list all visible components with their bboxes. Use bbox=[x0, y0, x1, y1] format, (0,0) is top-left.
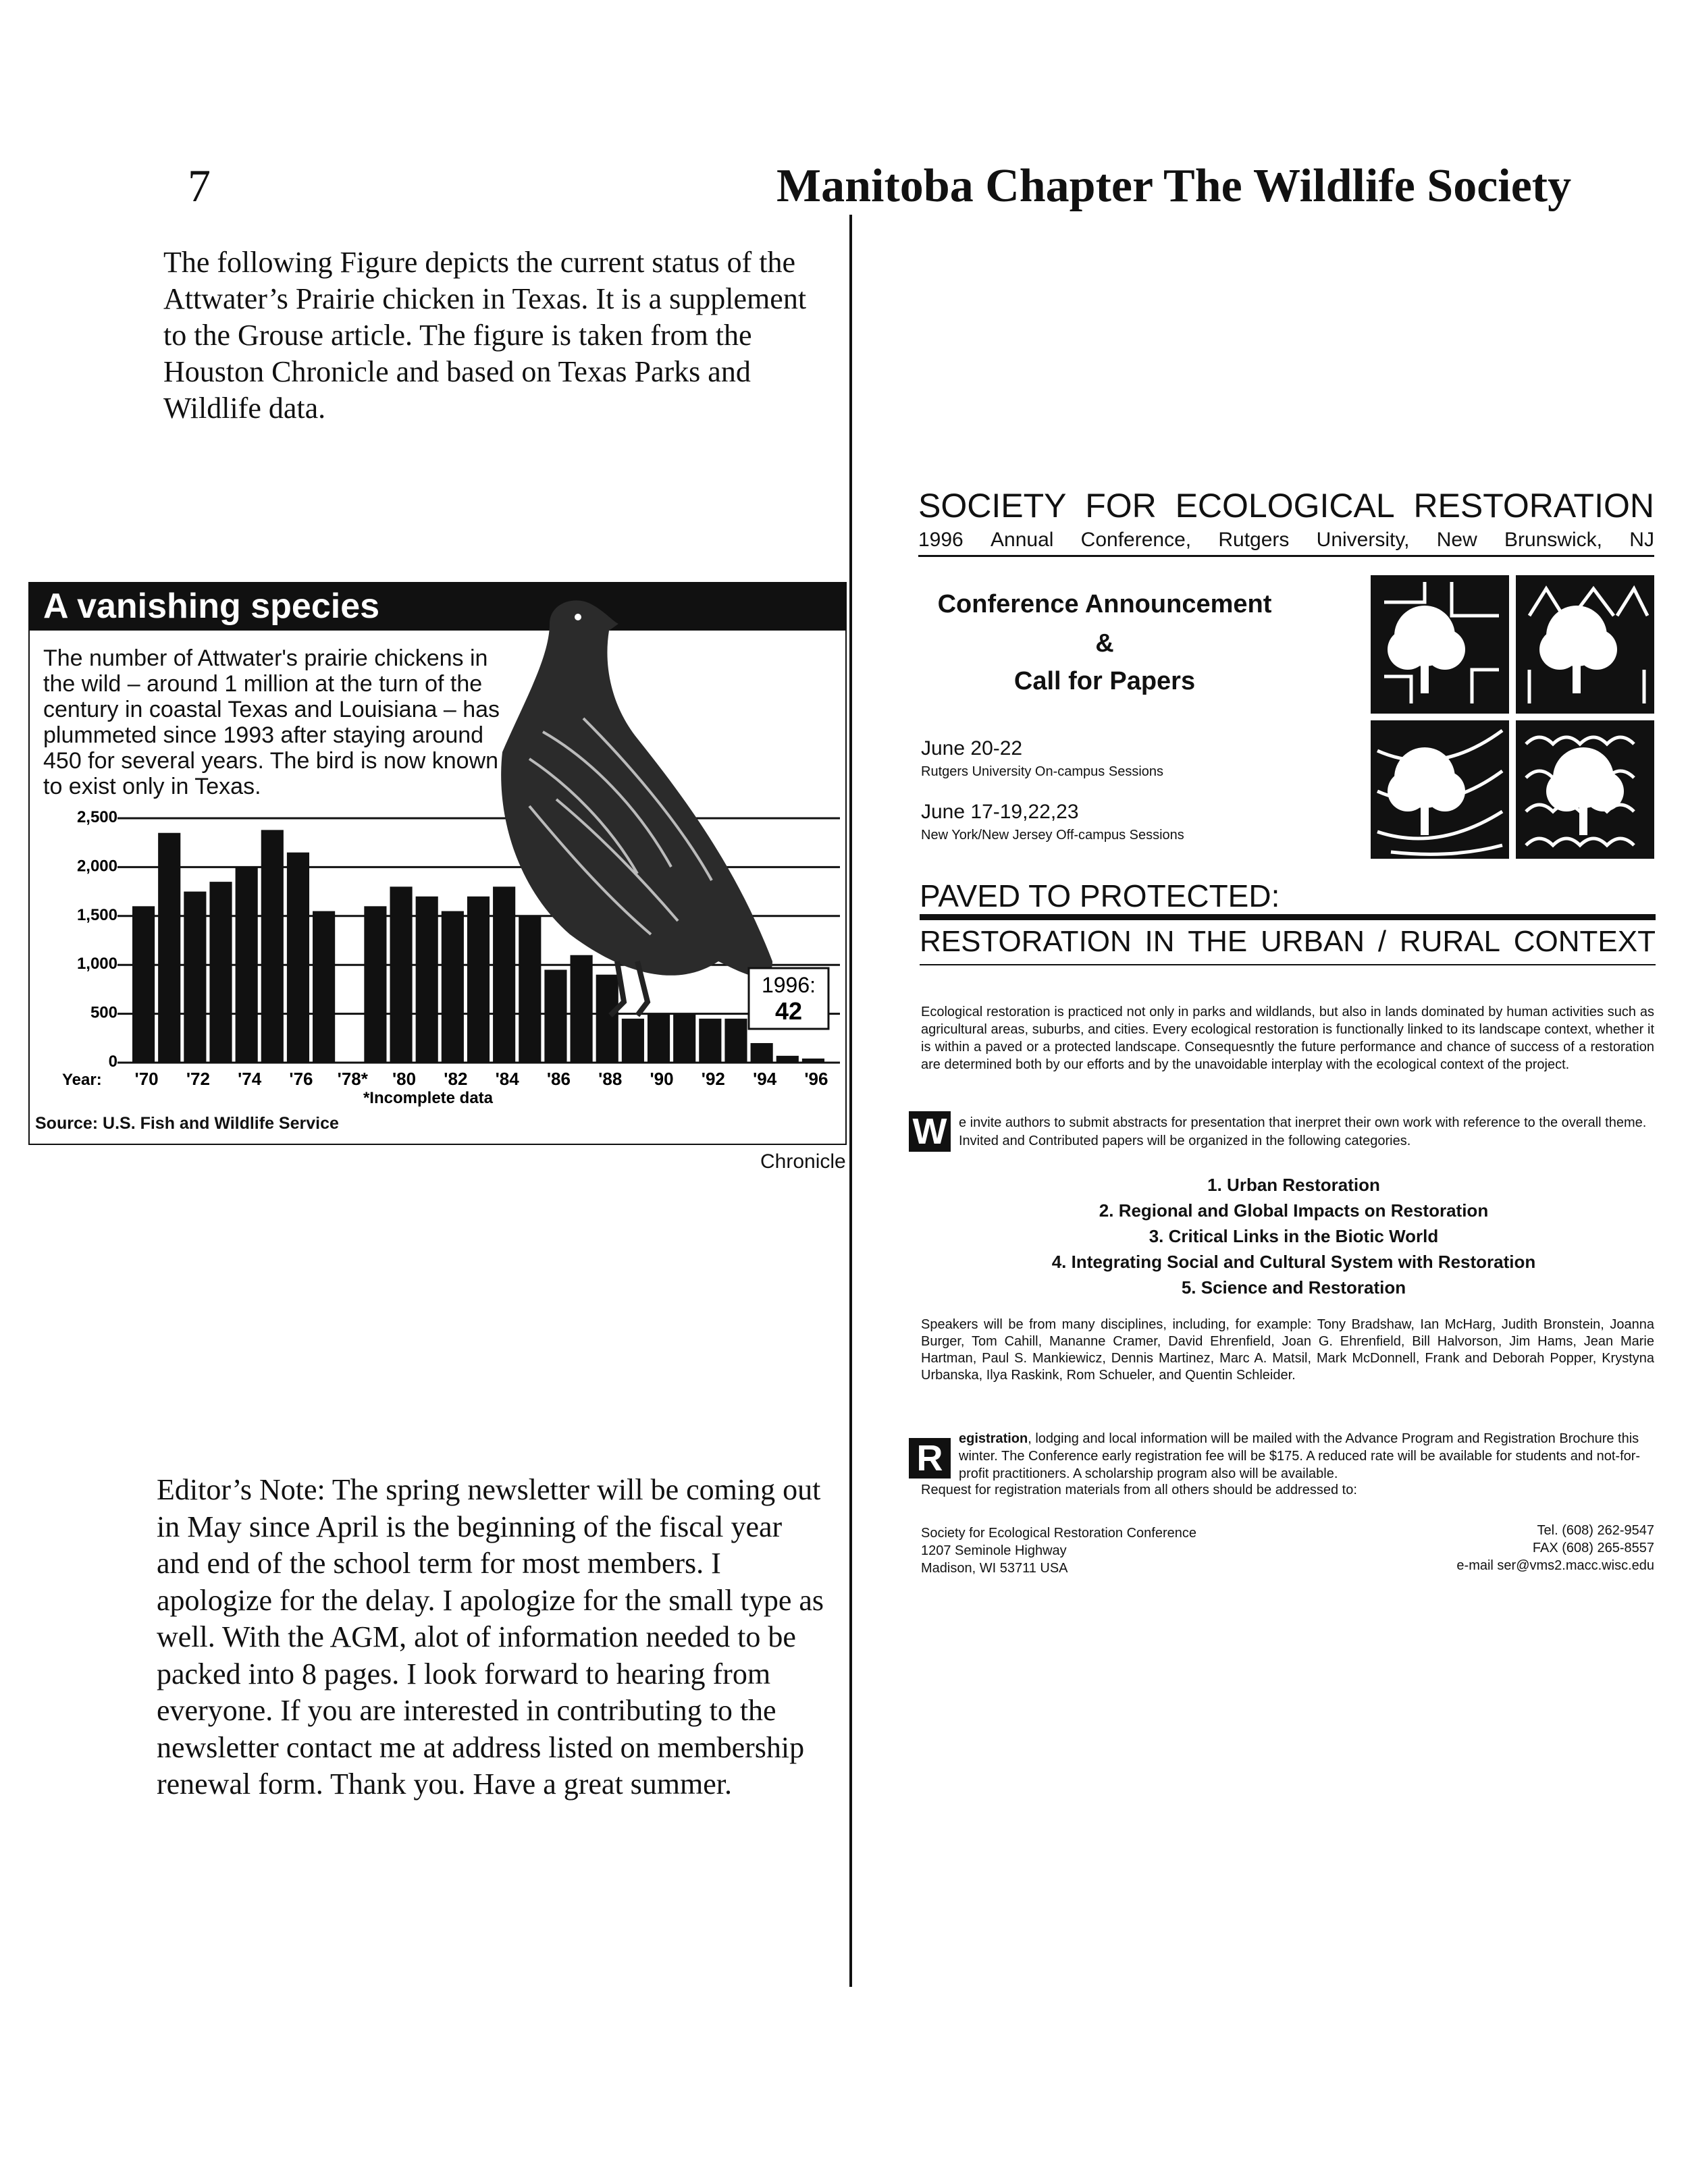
callout-value: 42 bbox=[774, 997, 803, 1025]
announcement-heading: Conference Announcement bbox=[937, 590, 1272, 618]
ser-subtitle-word: Rutgers bbox=[1218, 529, 1290, 551]
ser-subtitle-word: New bbox=[1436, 529, 1477, 551]
x-tick-label: '84 bbox=[495, 1069, 519, 1089]
theme-subtitle bbox=[920, 925, 1656, 959]
bar-1992 bbox=[699, 1019, 721, 1063]
y-tick-label: 0 bbox=[108, 1053, 117, 1071]
bar-1976 bbox=[287, 853, 309, 1063]
bar-1986 bbox=[544, 969, 566, 1063]
ser-subtitle-word: Conference, bbox=[1080, 529, 1192, 551]
x-tick-label: '74 bbox=[238, 1069, 262, 1089]
ser-title-word: SOCIETY bbox=[918, 487, 1067, 525]
newsletter-title: Manitoba Chapter The Wildlife Society bbox=[776, 160, 1572, 212]
x-tick-label: '78* bbox=[337, 1069, 368, 1089]
invitation-paragraph: e invite authors to submit abstracts for presentation that inerpret their own work with reference to the overall theme. Invited and Contributed papers will be organized in the following categories. bbox=[959, 1115, 1647, 1148]
ser-title bbox=[918, 486, 1654, 525]
category-item: 4. Integrating Social and Cultural System with Restoration bbox=[1051, 1252, 1536, 1272]
on-campus-note: Rutgers University On-campus Sessions bbox=[921, 764, 1164, 779]
category-item: 5. Science and Restoration bbox=[1181, 1277, 1406, 1298]
prairie-chicken-illustration bbox=[501, 600, 772, 1015]
ser-subtitle-word: University, bbox=[1316, 529, 1410, 551]
bar-1991 bbox=[673, 1014, 695, 1063]
theme-subtitle-word: / bbox=[1377, 925, 1387, 958]
figure-caption: The number of Attwater's prairie chickens in the wild – around 1 million at the turn of the century in coastal Texas and Louisiana – has plummeted since 1993 after staying around 450 for several years. The bird is now known to exist only in Texas. bbox=[43, 645, 500, 799]
fax-number: FAX (608) 265-8557 bbox=[1532, 1541, 1654, 1555]
bar-1974 bbox=[236, 867, 258, 1063]
bar-1996 bbox=[802, 1059, 824, 1063]
theme-underline bbox=[920, 964, 1656, 965]
bar-1990 bbox=[648, 1014, 670, 1063]
bar-1988 bbox=[596, 975, 618, 1063]
x-tick-label: '80 bbox=[392, 1069, 417, 1089]
bar-1994 bbox=[751, 1043, 773, 1063]
off-campus-dates: June 17-19,22,23 bbox=[921, 801, 1079, 823]
call-for-papers-heading: Call for Papers bbox=[1013, 667, 1196, 695]
dropcap-r: R bbox=[909, 1438, 951, 1479]
bar-1981 bbox=[416, 897, 438, 1063]
bar-1979 bbox=[364, 906, 386, 1063]
registration-lead: egistration bbox=[959, 1431, 1028, 1446]
x-tick-label: '70 bbox=[134, 1069, 159, 1089]
bar-1987 bbox=[571, 955, 593, 1063]
tree-landscape-logo bbox=[1371, 575, 1654, 859]
column-divider bbox=[849, 215, 852, 1987]
bar-1975 bbox=[261, 830, 284, 1063]
bar-1972 bbox=[184, 892, 206, 1063]
ser-subtitle-word: Brunswick, bbox=[1504, 529, 1603, 551]
figure-title: A vanishing species bbox=[43, 587, 380, 626]
contact-info bbox=[1337, 1522, 1654, 1574]
off-campus-note: New York/New Jersey Off-campus Sessions bbox=[921, 828, 1184, 843]
ser-title-word: ECOLOGICAL bbox=[1175, 487, 1395, 525]
bar-1980 bbox=[390, 886, 412, 1063]
announcement-ampersand: & bbox=[1095, 629, 1114, 658]
phone-number: Tel. (608) 262-9547 bbox=[1537, 1523, 1654, 1538]
address-line: Society for Ecological Restoration Conference bbox=[921, 1526, 1196, 1541]
registration-paragraph bbox=[959, 1430, 1654, 1483]
y-tick-label: 2,000 bbox=[76, 857, 117, 876]
x-tick-label: '88 bbox=[598, 1069, 623, 1089]
ser-subtitle-word: NJ bbox=[1629, 529, 1654, 551]
bar-1983 bbox=[467, 897, 490, 1063]
speakers-paragraph: Speakers will be from many disciplines, including, for example: Tony Bradshaw, Ian McHarg, Judith Bronstein, Joanna Burger, Tom Cahill, Mananne Cramer, David Ehrenfield, Joan G. Ehrenfield, Bill Halvorson, Jim Hams, Jean Marie Hartman, Paul S. Mankiewicz, Dennis Martinez, Marc A. Matsil, Mark McDonnell, Frank and Deborah Popper, Krystyna Urbanska, Ilya Raskink, Rom Schueler, and Quentin Schleider. bbox=[921, 1317, 1654, 1383]
theme-subtitle-word: RURAL bbox=[1399, 925, 1500, 958]
paper-categories bbox=[970, 1172, 1618, 1300]
bar-1971 bbox=[158, 833, 180, 1063]
address-line: Madison, WI 53711 USA bbox=[921, 1561, 1068, 1576]
page-number: 7 bbox=[188, 160, 211, 211]
x-tick-label: '90 bbox=[650, 1069, 674, 1089]
bar-1985 bbox=[519, 916, 541, 1063]
mailing-address bbox=[921, 1524, 1196, 1577]
y-tick-label: 1,000 bbox=[76, 955, 117, 974]
bar-1982 bbox=[442, 911, 464, 1063]
category-item: 1. Urban Restoration bbox=[1207, 1175, 1380, 1195]
x-tick-label: '76 bbox=[289, 1069, 313, 1089]
address-line: 1207 Seminole Highway bbox=[921, 1543, 1067, 1558]
figure-intro-paragraph: The following Figure depicts the current status of the Attwater’s Prairie chicken in Texas. It is a supplement to the Grouse article. The figure is taken from the Houston Chronicle and based on Texas Parks and Wildlife data. bbox=[163, 246, 807, 425]
dropcap-w: W bbox=[909, 1111, 951, 1152]
x-axis-note: *Incomplete data bbox=[363, 1089, 494, 1107]
theme-subtitle-word: URBAN bbox=[1261, 925, 1365, 958]
theme-title: PAVED TO PROTECTED: bbox=[920, 878, 1280, 913]
bar-1995 bbox=[776, 1056, 799, 1063]
email-address: e-mail ser@vms2.macc.wisc.edu bbox=[1456, 1558, 1654, 1573]
category-item: 3. Critical Links in the Biotic World bbox=[1149, 1226, 1439, 1246]
ser-subtitle-word: Annual bbox=[991, 529, 1054, 551]
x-tick-label: '86 bbox=[546, 1069, 571, 1089]
ser-divider bbox=[918, 555, 1654, 557]
x-tick-label: '82 bbox=[444, 1069, 468, 1089]
callout-label: 1996: bbox=[761, 973, 816, 997]
x-tick-label: '72 bbox=[186, 1069, 210, 1089]
bar-1984 bbox=[493, 886, 515, 1063]
restoration-intro-paragraph: Ecological restoration is practiced not only in parks and wildlands, but also in lands dominated by human activities such as agricultural areas, suburbs, and cities. Every ecological restoration is functionally linked to its landscape context, whether it is within a paved or a protected landscape. Consequesntly the future performance and chance of success of a restoration are determined both by our efforts and by the unavoidable interplay with the ecological context of the project. bbox=[921, 1005, 1654, 1072]
registration-text: , lodging and local information will be mailed with the Advance Program and Registration Brochure this winter. The Conference early registration fee will be $175. A reduced rate will be available for students and not-for-profit practitioners. A scholarship program also will be available. bbox=[959, 1431, 1641, 1481]
ser-title-word: FOR bbox=[1085, 487, 1157, 525]
ser-title-word: RESTORATION bbox=[1413, 487, 1654, 525]
bar-1993 bbox=[724, 1019, 747, 1063]
theme-subtitle-word: IN bbox=[1144, 925, 1175, 958]
ser-subtitle-word: 1996 bbox=[918, 529, 964, 551]
bar-1989 bbox=[622, 1019, 644, 1063]
category-item: 2. Regional and Global Impacts on Restoration bbox=[1099, 1200, 1489, 1221]
y-tick-label: 1,500 bbox=[76, 905, 117, 924]
theme-divider bbox=[920, 914, 1656, 920]
on-campus-dates: June 20-22 bbox=[921, 737, 1023, 760]
latest-value-callout bbox=[749, 968, 828, 1029]
bar-1973 bbox=[209, 882, 232, 1063]
vanishing-species-figure bbox=[28, 582, 847, 1145]
y-tick-label: 500 bbox=[90, 1003, 117, 1022]
bar-1970 bbox=[132, 906, 155, 1063]
theme-subtitle-word: THE bbox=[1188, 925, 1248, 958]
registration-request: Request for registration materials from all others should be addressed to: bbox=[921, 1483, 1357, 1497]
bar-1977 bbox=[313, 911, 335, 1063]
figure-source: Source: U.S. Fish and Wildlife Service bbox=[35, 1114, 339, 1133]
x-tick-label: '96 bbox=[804, 1069, 828, 1089]
y-tick-label: 2,500 bbox=[76, 808, 117, 826]
theme-subtitle-word: CONTEXT bbox=[1513, 925, 1656, 958]
x-tick-label: '92 bbox=[701, 1069, 725, 1089]
ser-subtitle bbox=[918, 529, 1654, 552]
x-tick-label: '94 bbox=[753, 1069, 777, 1089]
figure-credit: Chronicle bbox=[760, 1150, 846, 1173]
x-axis-prefix: Year: bbox=[62, 1071, 102, 1089]
editor-note: Editor’s Note: The spring newsletter will be coming out in May since April is the beginning of the fiscal year and end of the school term for most members. I apologize for the delay. I apologize for the small type as well. With the AGM, alot of information needed to be packed into 8 pages. I look forward to hearing from everyone. If you are interested in contributing to the newsletter contact me at address listed on membership renewal form. Thank you. Have a great summer. bbox=[157, 1473, 824, 1801]
theme-subtitle-word: RESTORATION bbox=[920, 925, 1132, 958]
